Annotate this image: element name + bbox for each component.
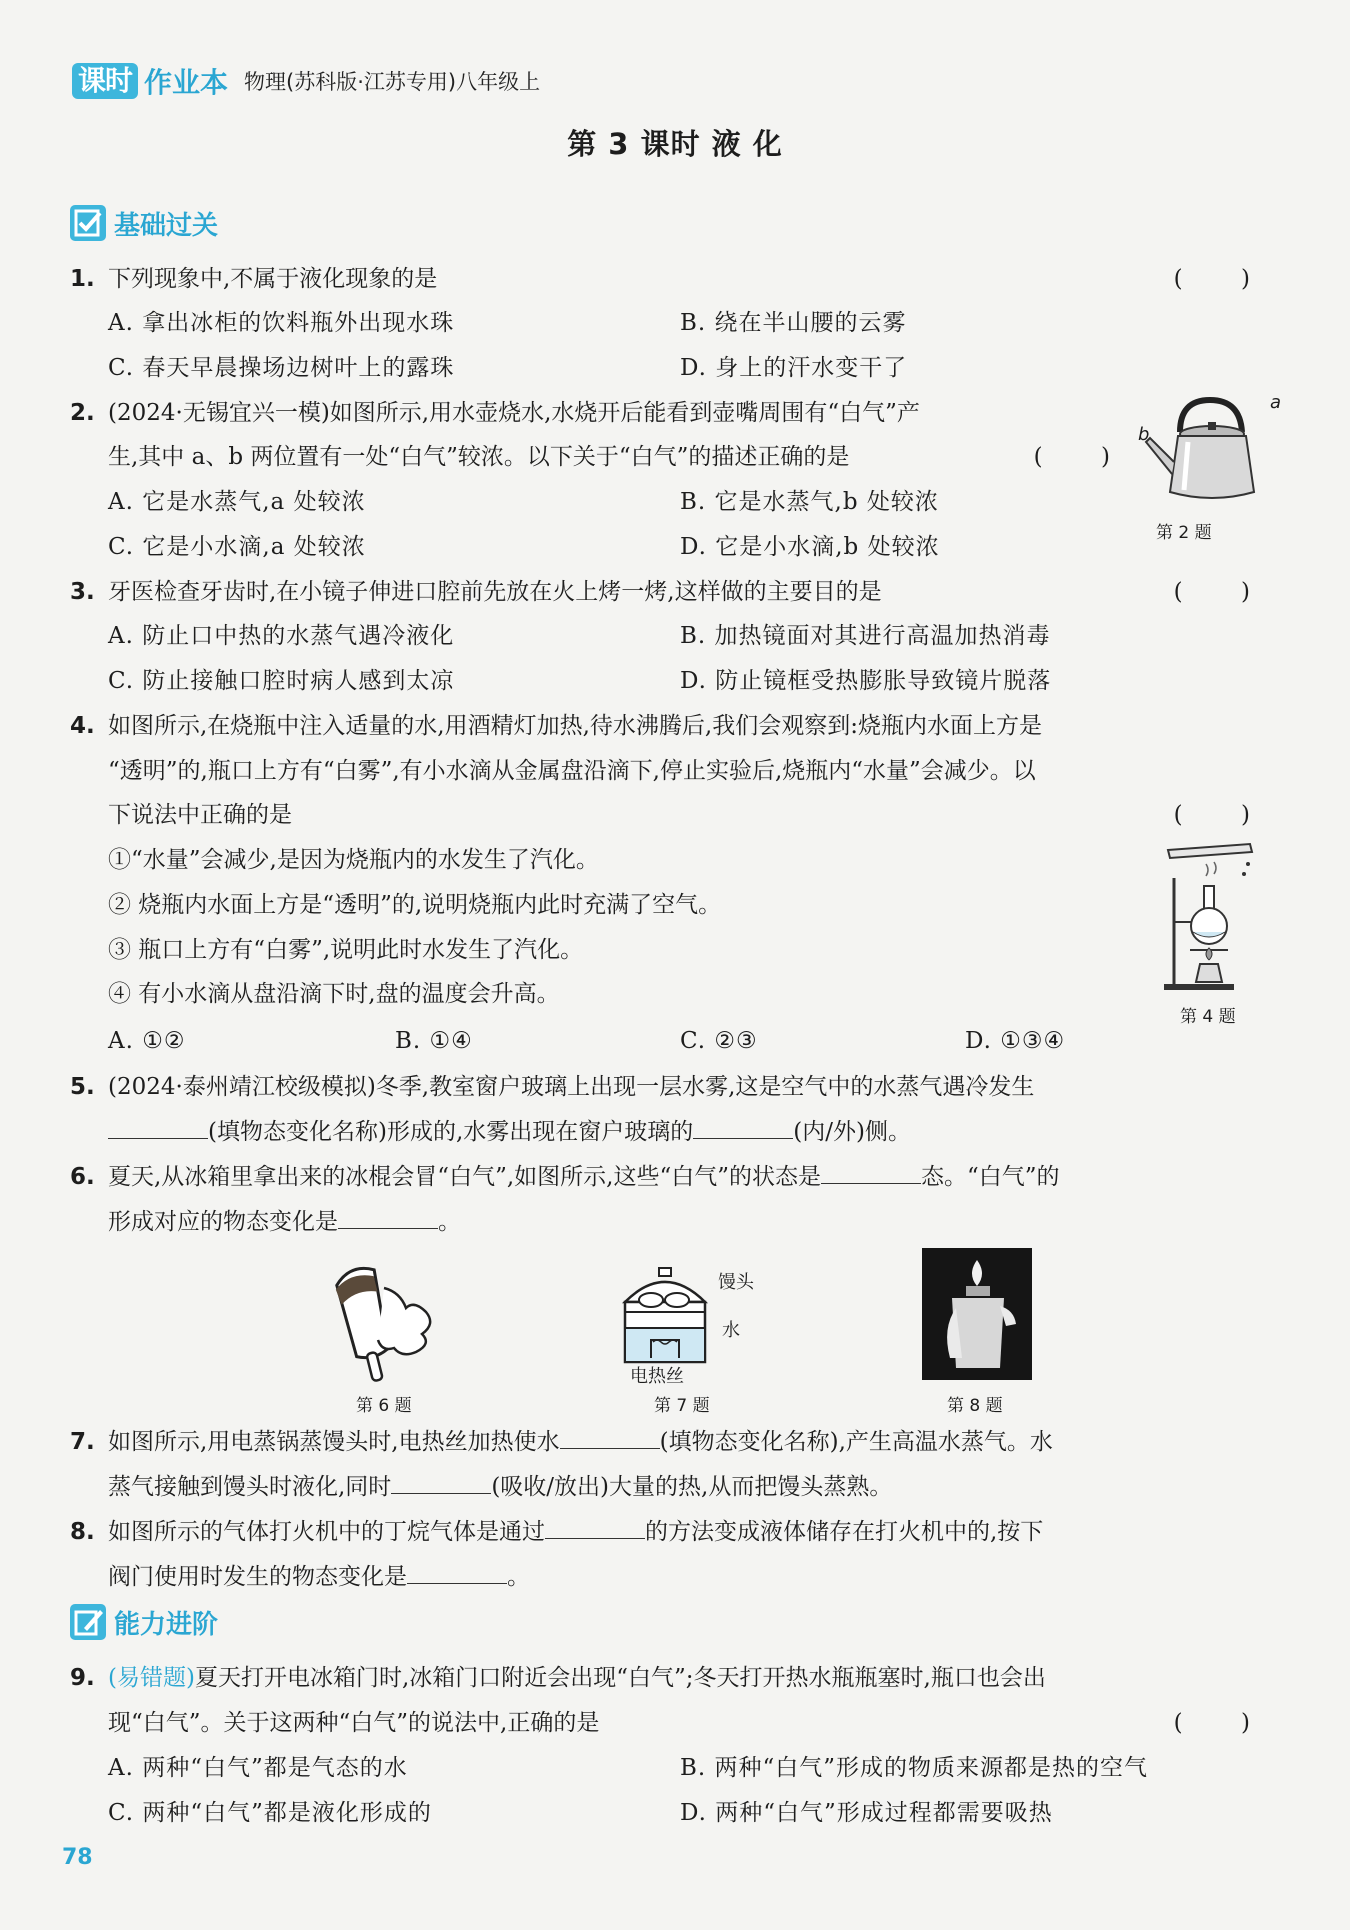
q6-number: 6. (70, 1164, 95, 1190)
q4-statement-2: ② 烧瓶内水面上方是“透明”的,说明烧瓶内此时充满了空气。 (108, 892, 722, 918)
lesson-title: 第 3 课时 液 化 (567, 127, 783, 161)
q1-option-c[interactable]: C. 春天早晨操场边树叶上的露珠 (108, 355, 455, 381)
q5-stem-line2 (108, 1117, 911, 1147)
q8-blank-2[interactable] (407, 1562, 507, 1584)
q4-option-b[interactable]: B. ①④ (395, 1028, 473, 1054)
q9-text-1: 夏天打开电冰箱门时,冰箱门口附近会出现“白气”;冬天打开热水瓶瓶塞时,瓶口也会出 (194, 1665, 1046, 1691)
q2-option-b[interactable]: B. 它是水蒸气,b 处较浓 (680, 489, 939, 515)
lighter-photo (922, 1248, 1032, 1380)
q7-blank-1[interactable] (560, 1427, 660, 1449)
q7-number: 7. (70, 1429, 95, 1455)
q7-stem-line2 (108, 1472, 892, 1502)
q6-stem-line2 (108, 1207, 461, 1237)
q8-text-1a: 如图所示的气体打火机中的丁烷气体是通过 (108, 1519, 545, 1545)
subject-label: 物理(苏科版·江苏专用)八年级上 (244, 70, 541, 94)
q8-text-2a: 阀门使用时发生的物态变化是 (108, 1564, 407, 1590)
q2-number: 2. (70, 400, 95, 426)
section-basic (70, 203, 218, 243)
q9-option-b[interactable]: B. 两种“白气”形成的物质来源都是热的空气 (680, 1755, 1149, 1781)
q9-difficulty-tag: (易错题) (108, 1665, 195, 1691)
q1-option-d[interactable]: D. 身上的汗水变干了 (680, 355, 908, 381)
q4-stem-line2: “透明”的,瓶口上方有“白雾”,有小水滴从金属盘沿滴下,停止实验后,烧瓶内“水量”会减少。以 (108, 758, 1036, 784)
q1-answer-paren[interactable]: ( ) (1173, 266, 1250, 292)
section-advanced (70, 1602, 218, 1642)
section-title: 能力进阶 (114, 1609, 219, 1640)
q9-stem-line2: 现“白气”。关于这两种“白气”的说法中,正确的是 (108, 1710, 600, 1736)
checkmark-icon (70, 205, 106, 241)
q6-blank-2[interactable] (338, 1207, 438, 1229)
q9-option-c[interactable]: C. 两种“白气”都是液化形成的 (108, 1800, 432, 1826)
q3-option-a[interactable]: A. 防止口中热的水蒸气遇冷液化 (108, 623, 455, 649)
q3-option-b[interactable]: B. 加热镜面对其进行高温加热消毒 (680, 623, 1051, 649)
q4-answer-paren[interactable]: ( ) (1173, 802, 1250, 828)
q7-text-1b: (填物态变化名称),产生高温水蒸气。水 (659, 1429, 1053, 1455)
brand-logo: 课时 (72, 63, 138, 99)
q2-caption: 第 2 题 (1156, 523, 1212, 543)
popsicle-figure (322, 1262, 452, 1384)
q4-option-c[interactable]: C. ②③ (680, 1028, 758, 1054)
q6-text-1a: 夏天,从冰箱里拿出来的冰棍会冒“白气”,如图所示,这些“白气”的状态是 (108, 1164, 821, 1190)
q2-option-d[interactable]: D. 它是小水滴,b 处较浓 (680, 534, 940, 560)
q7-text-2a: 蒸气接触到馒头时液化,同时 (108, 1474, 392, 1500)
q1-stem: 下列现象中,不属于液化现象的是 (108, 266, 438, 292)
page-number: 78 (62, 1845, 93, 1870)
q5-text-2a: (填物态变化名称)形成的,水雾出现在窗户玻璃的 (208, 1119, 694, 1145)
q5-stem-line1: (2024·泰州靖江校级模拟)冬季,教室窗户玻璃上出现一层水雾,这是空气中的水蒸气遇冷发生 (108, 1074, 1035, 1100)
q2-stem-line2: 生,其中 a、b 两位置有一处“白气”较浓。以下关于“白气”的描述正确的是 (108, 444, 850, 470)
q4-option-d[interactable]: D. ①③④ (965, 1028, 1066, 1054)
q9-option-d[interactable]: D. 两种“白气”形成过程都需要吸热 (680, 1800, 1053, 1826)
q2-stem-line1: (2024·无锡宜兴一模)如图所示,用水壶烧水,水烧开后能看到壶嘴周围有“白气”产 (108, 400, 920, 426)
q6-stem-line1 (108, 1162, 1060, 1192)
q2-answer-paren[interactable]: ( ) (1033, 444, 1110, 470)
q2-option-c[interactable]: C. 它是小水滴,a 处较浓 (108, 534, 366, 560)
q8-text-2b: 。 (507, 1564, 530, 1590)
q7-blank-2[interactable] (391, 1472, 491, 1494)
q9-stem-line1 (108, 1663, 1046, 1693)
q1-option-a[interactable]: A. 拿出冰柜的饮料瓶外出现水珠 (108, 310, 455, 336)
q6-text-1b: 态。“白气”的 (920, 1164, 1060, 1190)
q5-blank-2[interactable] (693, 1117, 793, 1139)
q7-text-1a: 如图所示,用电蒸锅蒸馒头时,电热丝加热使水 (108, 1429, 560, 1455)
q4-statement-1: ①“水量”会减少,是因为烧瓶内的水发生了汽化。 (108, 847, 599, 873)
flask-apparatus-figure (1160, 842, 1260, 992)
q4-statement-4: ④ 有小水滴从盘沿滴下时,盘的温度会升高。 (108, 981, 560, 1007)
section-title: 基础过关 (114, 210, 219, 241)
q4-number: 4. (70, 713, 95, 739)
pencil-icon (70, 1604, 106, 1640)
kettle-label-b: b (1138, 424, 1150, 445)
q5-blank-1[interactable] (108, 1117, 208, 1139)
q4-stem-line3: 下说法中正确的是 (108, 802, 292, 828)
q4-caption: 第 4 题 (1180, 1007, 1236, 1027)
q8-caption: 第 8 题 (947, 1396, 1003, 1416)
q7-caption: 第 7 题 (654, 1396, 710, 1416)
q4-statement-3: ③ 瓶口上方有“白雾”,说明此时水发生了汽化。 (108, 937, 584, 963)
label-mantou: 馒头 (718, 1272, 754, 1293)
q3-option-c[interactable]: C. 防止接触口腔时病人感到太凉 (108, 668, 455, 694)
kettle-figure (1140, 392, 1280, 510)
kettle-label-a: a (1270, 392, 1282, 413)
q7-stem-line1 (108, 1427, 1053, 1457)
q3-option-d[interactable]: D. 防止镜框受热膨胀导致镜片脱落 (680, 668, 1052, 694)
q1-option-b[interactable]: B. 绕在半山腰的云雾 (680, 310, 907, 336)
q8-blank-1[interactable] (545, 1517, 645, 1539)
q5-text-2b: (内/外)侧。 (793, 1119, 911, 1145)
q4-stem-line1: 如图所示,在烧瓶中注入适量的水,用酒精灯加热,待水沸腾后,我们会观察到:烧瓶内水面上方是 (108, 713, 1042, 739)
q9-answer-paren[interactable]: ( ) (1173, 1710, 1250, 1736)
q4-option-a[interactable]: A. ①② (108, 1028, 186, 1054)
q6-caption: 第 6 题 (356, 1396, 412, 1416)
q3-stem: 牙医检查牙齿时,在小镜子伸进口腔前先放在火上烤一烤,这样做的主要目的是 (108, 579, 882, 605)
q6-text-2a: 形成对应的物态变化是 (108, 1209, 338, 1235)
header (72, 62, 540, 100)
q8-number: 8. (70, 1519, 95, 1545)
brand-name: 作业本 (144, 66, 229, 99)
q9-number: 9. (70, 1665, 95, 1691)
q3-answer-paren[interactable]: ( ) (1173, 579, 1250, 605)
q5-number: 5. (70, 1074, 95, 1100)
q6-text-2b: 。 (438, 1209, 461, 1235)
q8-stem-line2 (108, 1562, 530, 1592)
q8-text-1b: 的方法变成液体储存在打火机中的,按下 (645, 1519, 1044, 1545)
q7-text-2b: (吸收/放出)大量的热,从而把馒头蒸熟。 (491, 1474, 893, 1500)
q9-option-a[interactable]: A. 两种“白气”都是气态的水 (108, 1755, 408, 1781)
label-water: 水 (722, 1320, 740, 1341)
q1-number: 1. (70, 266, 95, 292)
q6-blank-1[interactable] (821, 1162, 921, 1184)
q8-stem-line1 (108, 1517, 1043, 1547)
q2-option-a[interactable]: A. 它是水蒸气,a 处较浓 (108, 489, 366, 515)
label-heating-wire: 电热丝 (630, 1366, 684, 1387)
q3-number: 3. (70, 579, 95, 605)
